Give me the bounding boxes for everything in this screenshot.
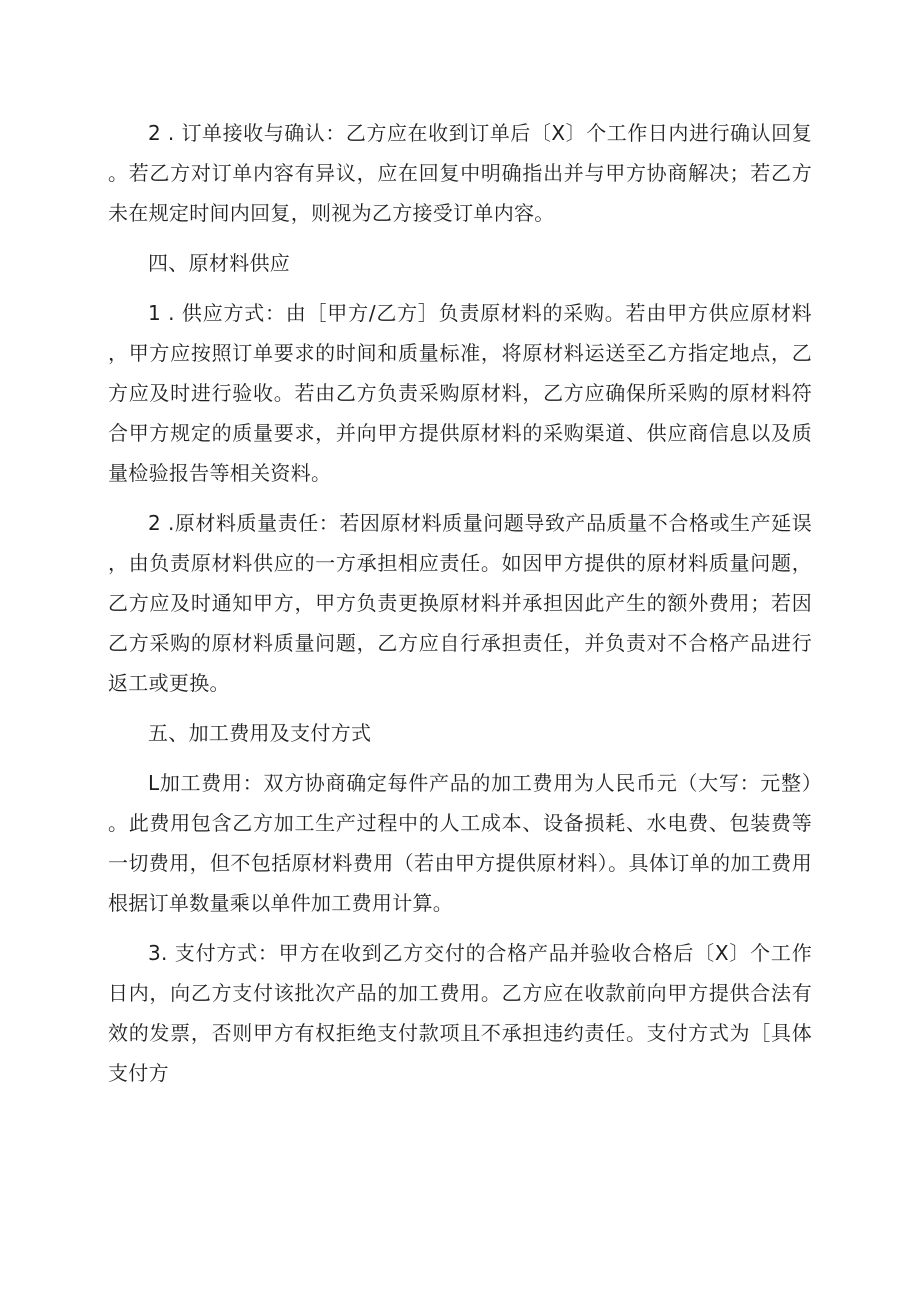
clause-supply-method: 1 . 供应方式：由［甲方/乙方］负责原材料的采购。若由甲方供应原材料，甲方应按照订单要求的时间和质量标准，将原材料运送至乙方指定地点，乙方应及时进行验收。若由乙方负责采购原材料，乙方应确保所采购的原材料符合甲方规定的质量要求，并向甲方提供原材料的采购渠道、供应商信息以及质量检验报告等相关资料。 (108, 301, 812, 485)
clause-raw-material-quality-liability: 2 .原材料质量责任：若因原材料质量问题导致产品质量不合格或生产延误，由负责原材料供应的一方承担相应责任。如因甲方提供的原材料质量问题，乙方应及时通知甲方，甲方负责更换原材料并承担因此产生的额外费用；若因乙方采购的原材料质量问题，乙方应自行承担责任，并负责对不合格产品进行返工或更换。 (108, 511, 812, 695)
clause-processing-fee: L加工费用：双方协商确定每件产品的加工费用为人民币元（大写：元整）。此费用包含乙方加工生产过程中的人工成本、设备损耗、水电费、包装费等一切费用，但不包括原材料费用（若由甲方提供原材料）。具体订单的加工费用根据订单数量乘以单件加工费用计算。 (108, 771, 812, 915)
section-heading-raw-material-supply: 四、原材料供应 (148, 251, 291, 275)
clause-payment-method: 3. 支付方式：甲方在收到乙方交付的合格产品并验收合格后〔X〕个工作日内，向乙方支付该批次产品的加工费用。乙方应在收款前向甲方提供合法有效的发票，否则甲方有权拒绝支付款项且不承担违约责任。支付方式为［具体支付方 (108, 941, 812, 1085)
document-body (108, 113, 812, 1103)
section-heading-processing-fees-payment: 五、加工费用及支付方式 (148, 721, 372, 745)
clause-order-receipt-confirmation: 2 . 订单接收与确认：乙方应在收到订单后〔X〕个工作日内进行确认回复。若乙方对订单内容有异议，应在回复中明确指出并与甲方协商解决；若乙方未在规定时间内回复，则视为乙方接受订单内容。 (108, 121, 812, 225)
